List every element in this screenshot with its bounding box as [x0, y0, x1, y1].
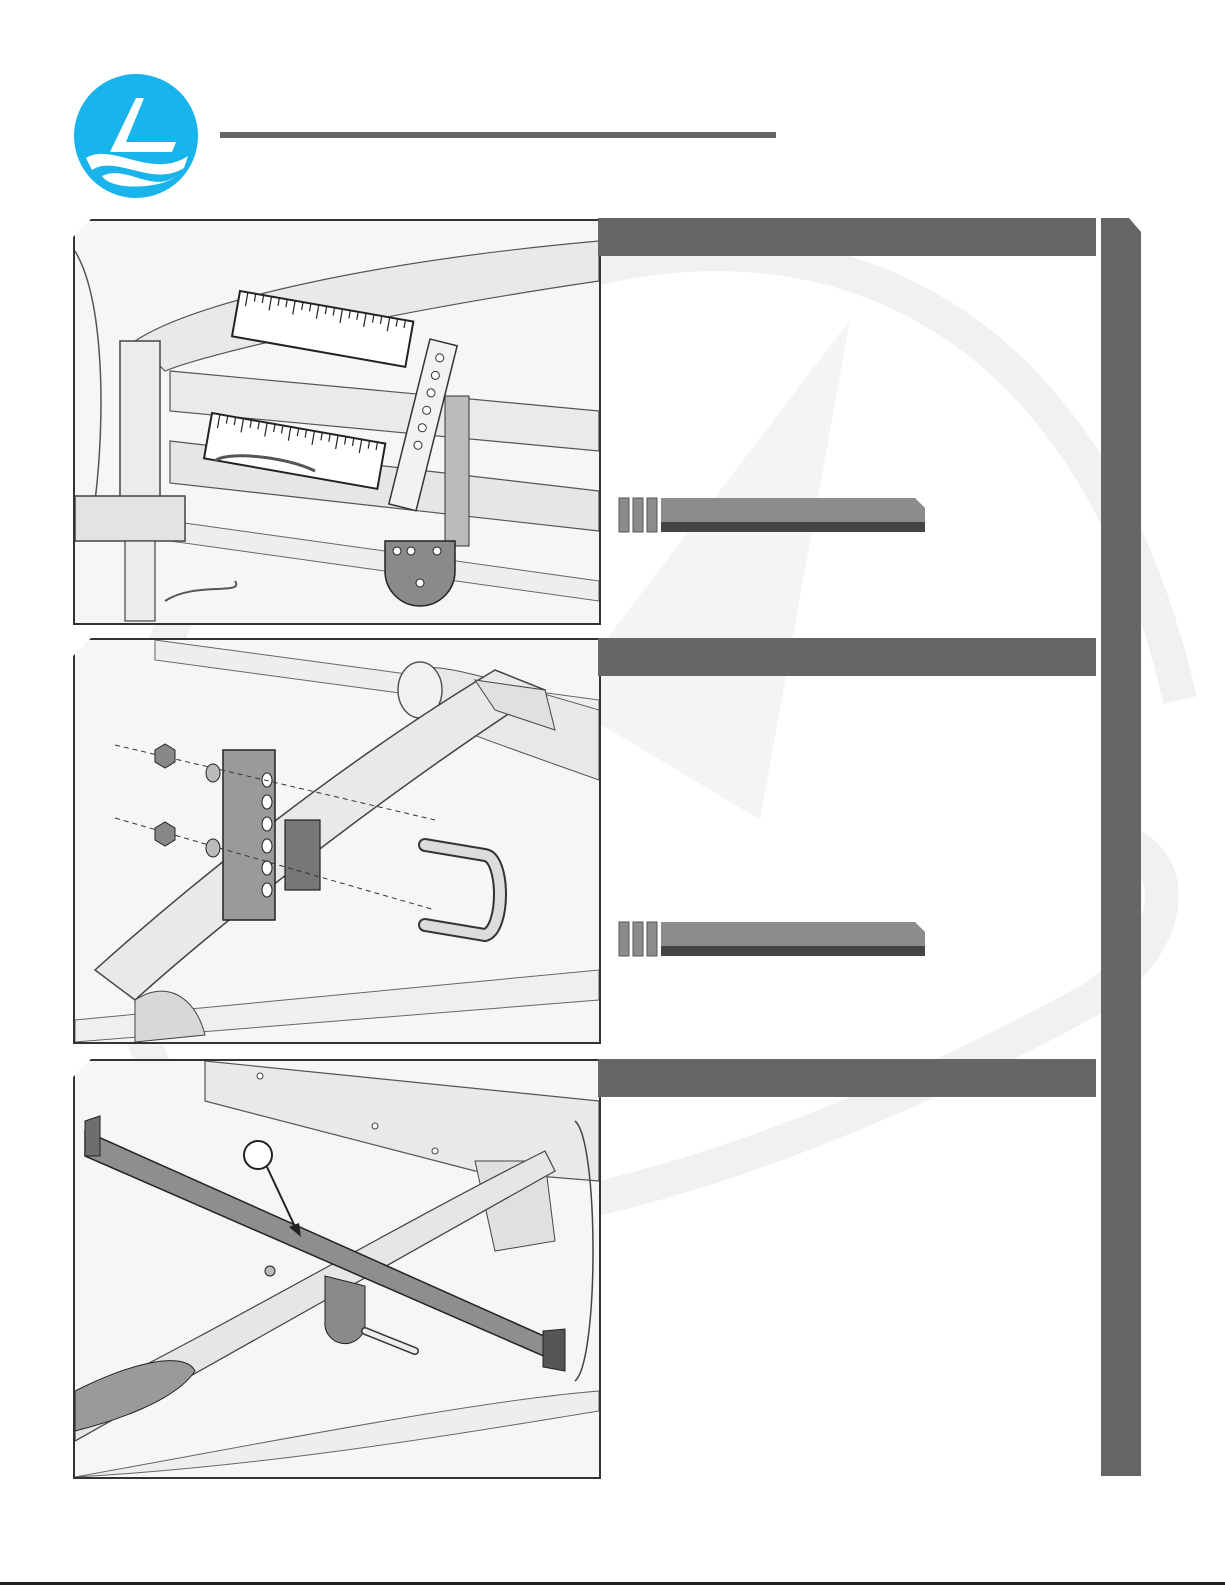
step-1-illustration-panel	[73, 219, 601, 625]
step-3-header-bar	[598, 1059, 1096, 1097]
crossbar-install-illustration	[75, 1061, 599, 1477]
side-tab-bar	[1101, 218, 1141, 1476]
brand-logo-icon	[72, 72, 200, 200]
u-bolt-bracket-illustration	[75, 640, 599, 1042]
title-rule	[220, 132, 776, 138]
step-2-illustration-panel	[73, 638, 601, 1044]
callout-circle-icon	[244, 1141, 272, 1169]
step-2-label-bar	[615, 918, 927, 958]
step-1-header-bar	[598, 218, 1096, 256]
step-1-label-bar	[615, 494, 927, 534]
step-3-illustration-panel	[73, 1059, 601, 1479]
ruler-measure-illustration	[75, 221, 599, 623]
step-2-header-bar	[598, 638, 1096, 676]
